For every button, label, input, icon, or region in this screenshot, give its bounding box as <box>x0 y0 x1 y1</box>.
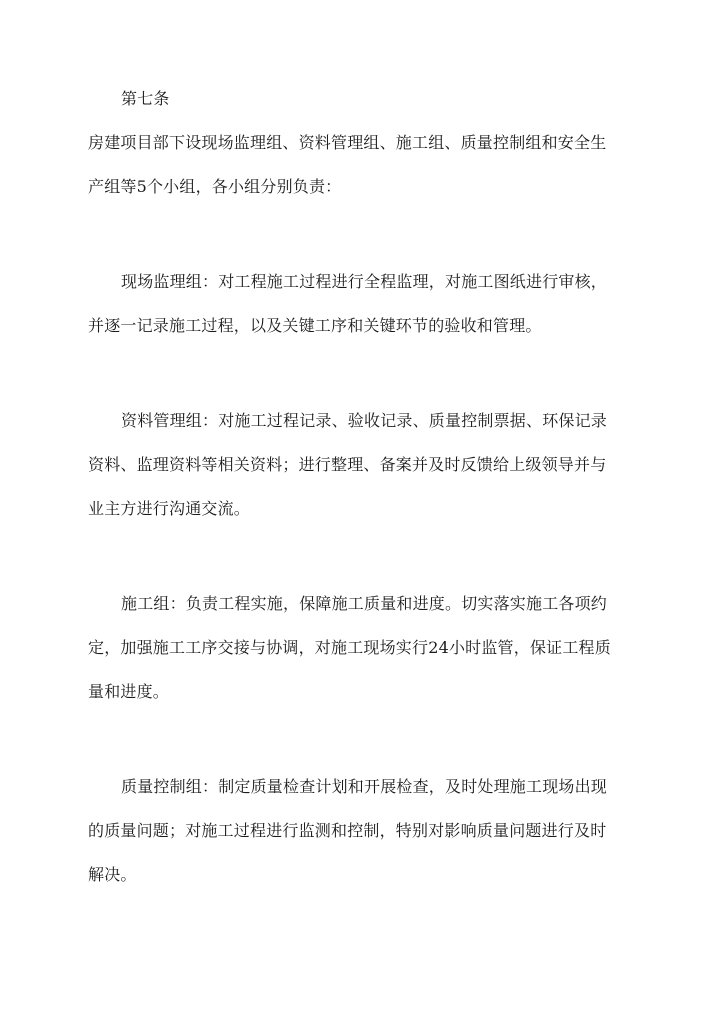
paragraph-line: 质量控制组：制定质量检查计划和开展检查，及时处理施工现场出现 <box>121 777 608 796</box>
paragraph-line: 并逐一记录施工过程，以及关键工序和关键环节的验收和管理。 <box>88 316 542 335</box>
paragraph-line: 量和进度。 <box>88 682 170 701</box>
paragraph-line: 定，加强施工工序交接与协调，对施工现场实行24小时监管，保证工程质 <box>88 638 611 657</box>
paragraph-line: 现场监理组：对工程施工过程进行全程监理，对施工图纸进行审核， <box>121 272 608 291</box>
paragraph-line: 业主方进行沟通交流。 <box>88 499 251 518</box>
paragraph-line: 解决。 <box>88 865 137 884</box>
paragraph-line: 资料、监理资料等相关资料；进行整理、备案并及时反馈给上级领导并与 <box>88 455 607 474</box>
paragraph-line: 产组等5个小组，各小组分别负责： <box>88 177 342 196</box>
article-heading: 第七条 <box>121 89 170 108</box>
paragraph-line: 施工组：负责工程实施，保障施工质量和进度。切实落实施工各项约 <box>121 594 608 613</box>
paragraph-line: 资料管理组：对施工过程记录、验收记录、质量控制票据、环保记录 <box>121 411 608 430</box>
paragraph-line: 的质量问题；对施工过程进行监测和控制，特别对影响质量问题进行及时 <box>88 821 607 840</box>
paragraph-line: 房建项目部下设现场监理组、资料管理组、施工组、质量控制组和安全生 <box>88 133 607 152</box>
